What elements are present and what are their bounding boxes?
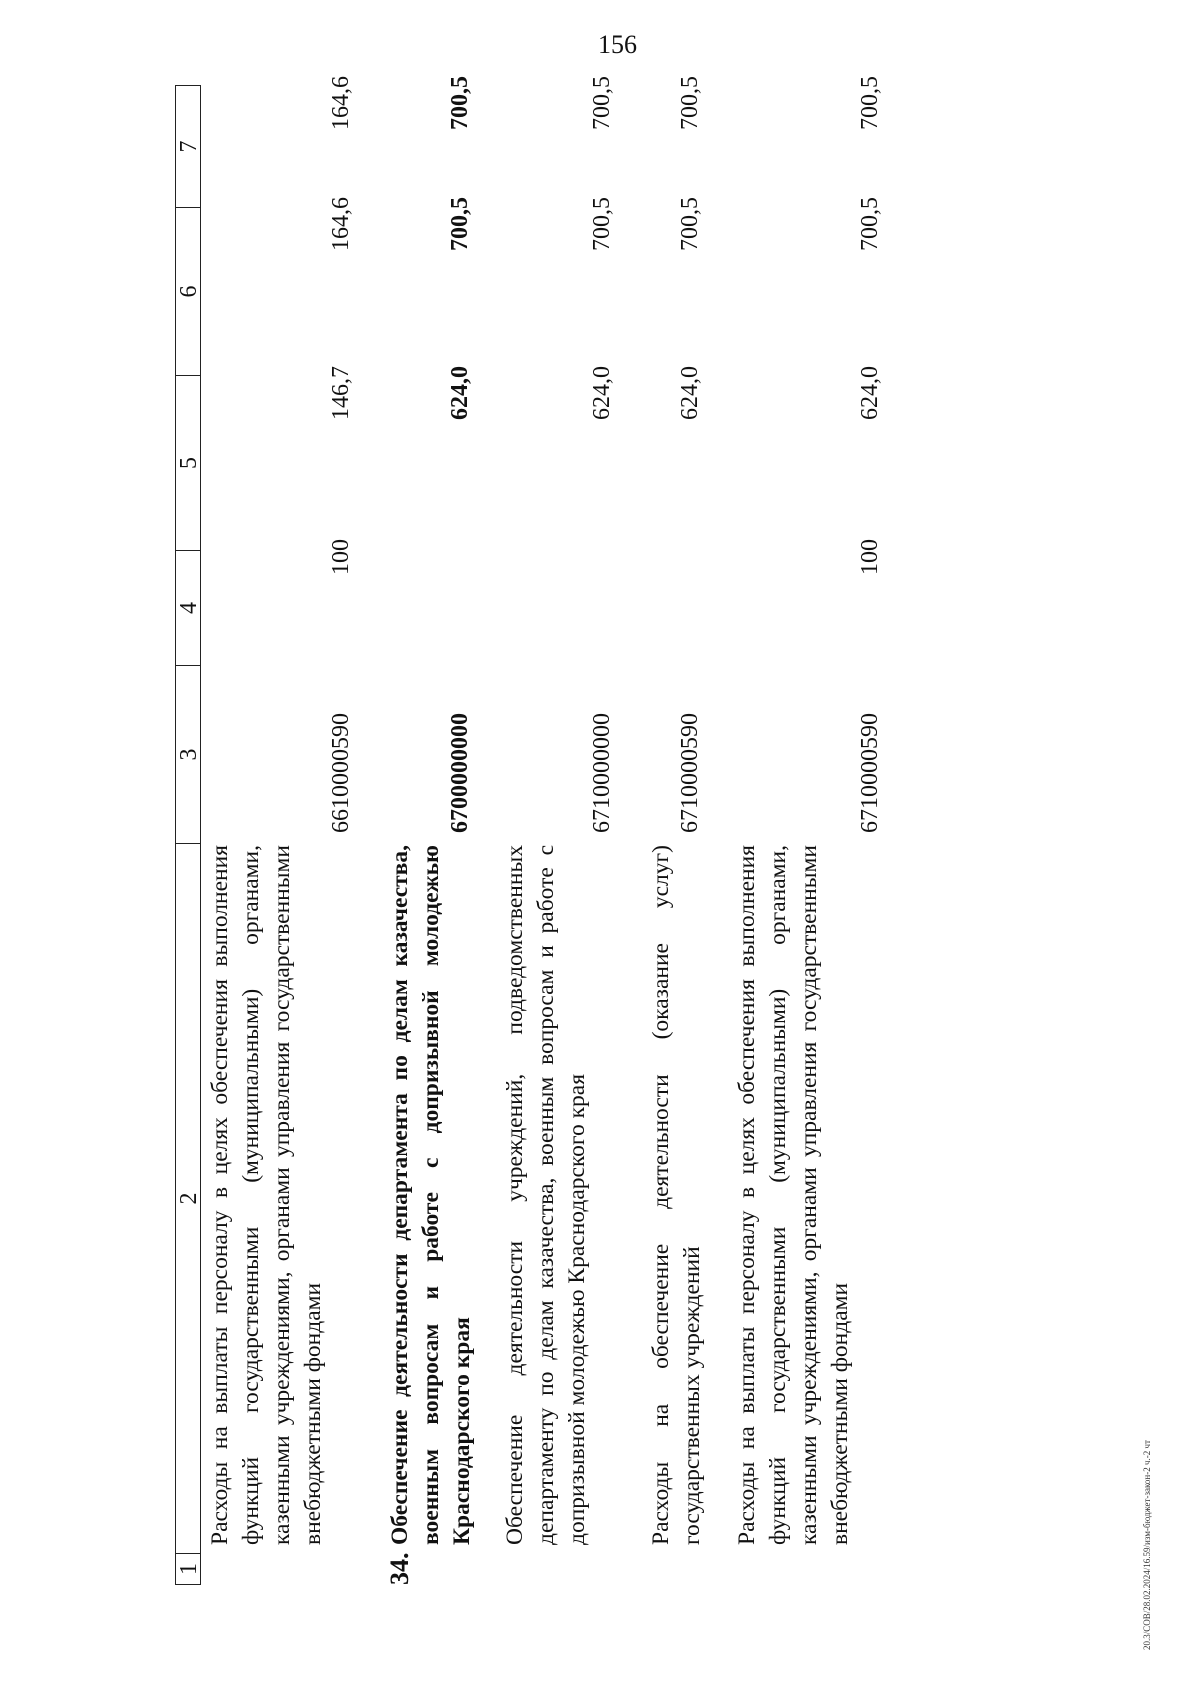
row-value-6: 700,5 bbox=[677, 197, 703, 251]
row-value-5: 624,0 bbox=[857, 366, 883, 420]
footer-code: 20.3/СОВ/28.02.2024/16.59/изм-бюджет-закон-2 ч.-2 чт bbox=[1142, 1440, 1152, 1650]
row-value-6: 164,6 bbox=[328, 197, 354, 251]
row-value-6: 700,5 bbox=[447, 197, 473, 251]
col-header-6: 6 bbox=[175, 207, 201, 375]
row-description: Расходы на выплаты персоналу в целях обеспечения выполнения функций государственными (муниципальными) органами, казенными учреждениями, органами управления государственными внебюджетными фондами bbox=[734, 845, 853, 1545]
col-header-4: 4 bbox=[175, 550, 201, 665]
row-value-7: 700,5 bbox=[589, 76, 615, 130]
row-type: 100 bbox=[328, 539, 354, 575]
row-code: 6610000590 bbox=[328, 713, 354, 833]
row-value-6: 700,5 bbox=[589, 197, 615, 251]
row-value-7: 700,5 bbox=[677, 76, 703, 130]
row-code: 6710000590 bbox=[677, 713, 703, 833]
row-value-5: 624,0 bbox=[677, 366, 703, 420]
row-value-5: 624,0 bbox=[447, 366, 473, 420]
row-code: 6710000590 bbox=[857, 713, 883, 833]
row-value-5: 624,0 bbox=[589, 366, 615, 420]
row-value-6: 700,5 bbox=[857, 197, 883, 251]
col-header-3: 3 bbox=[175, 665, 201, 843]
row-number: 34. bbox=[385, 1552, 414, 1585]
row-code: 6700000000 bbox=[447, 713, 473, 833]
row-value-7: 700,5 bbox=[447, 76, 473, 130]
row-value-7: 700,5 bbox=[857, 76, 883, 130]
row-value-7: 164,6 bbox=[328, 76, 354, 130]
col-header-7: 7 bbox=[175, 85, 201, 207]
row-description: Обеспечение деятельности департамента по делам казачества, военным вопросам и работе с допризывной молодежью Краснодарского края bbox=[387, 845, 475, 1545]
row-value-5: 146,7 bbox=[328, 366, 354, 420]
row-type: 100 bbox=[857, 539, 883, 575]
row-code: 6710000000 bbox=[589, 713, 615, 833]
rotated-table-sheet bbox=[175, 76, 1055, 1585]
col-header-2: 2 bbox=[175, 843, 201, 1553]
row-description: Расходы на выплаты персоналу в целях обеспечения выполнения функций государственными (муниципальными) органами, казенными учреждениями, органами управления государственными внебюджетными фондами bbox=[207, 845, 326, 1545]
col-header-1: 1 bbox=[175, 1553, 201, 1585]
row-description: Расходы на обеспечение деятельности (оказание услуг) государственных учреждений bbox=[648, 845, 705, 1545]
row-description: Обеспечение деятельности учреждений, подведомственных департаменту по делам казачества, военным вопросам и работе с допризывной молодежью Краснодарского края bbox=[502, 845, 590, 1545]
col-header-5: 5 bbox=[175, 375, 201, 550]
page-number: 156 bbox=[598, 30, 637, 59]
